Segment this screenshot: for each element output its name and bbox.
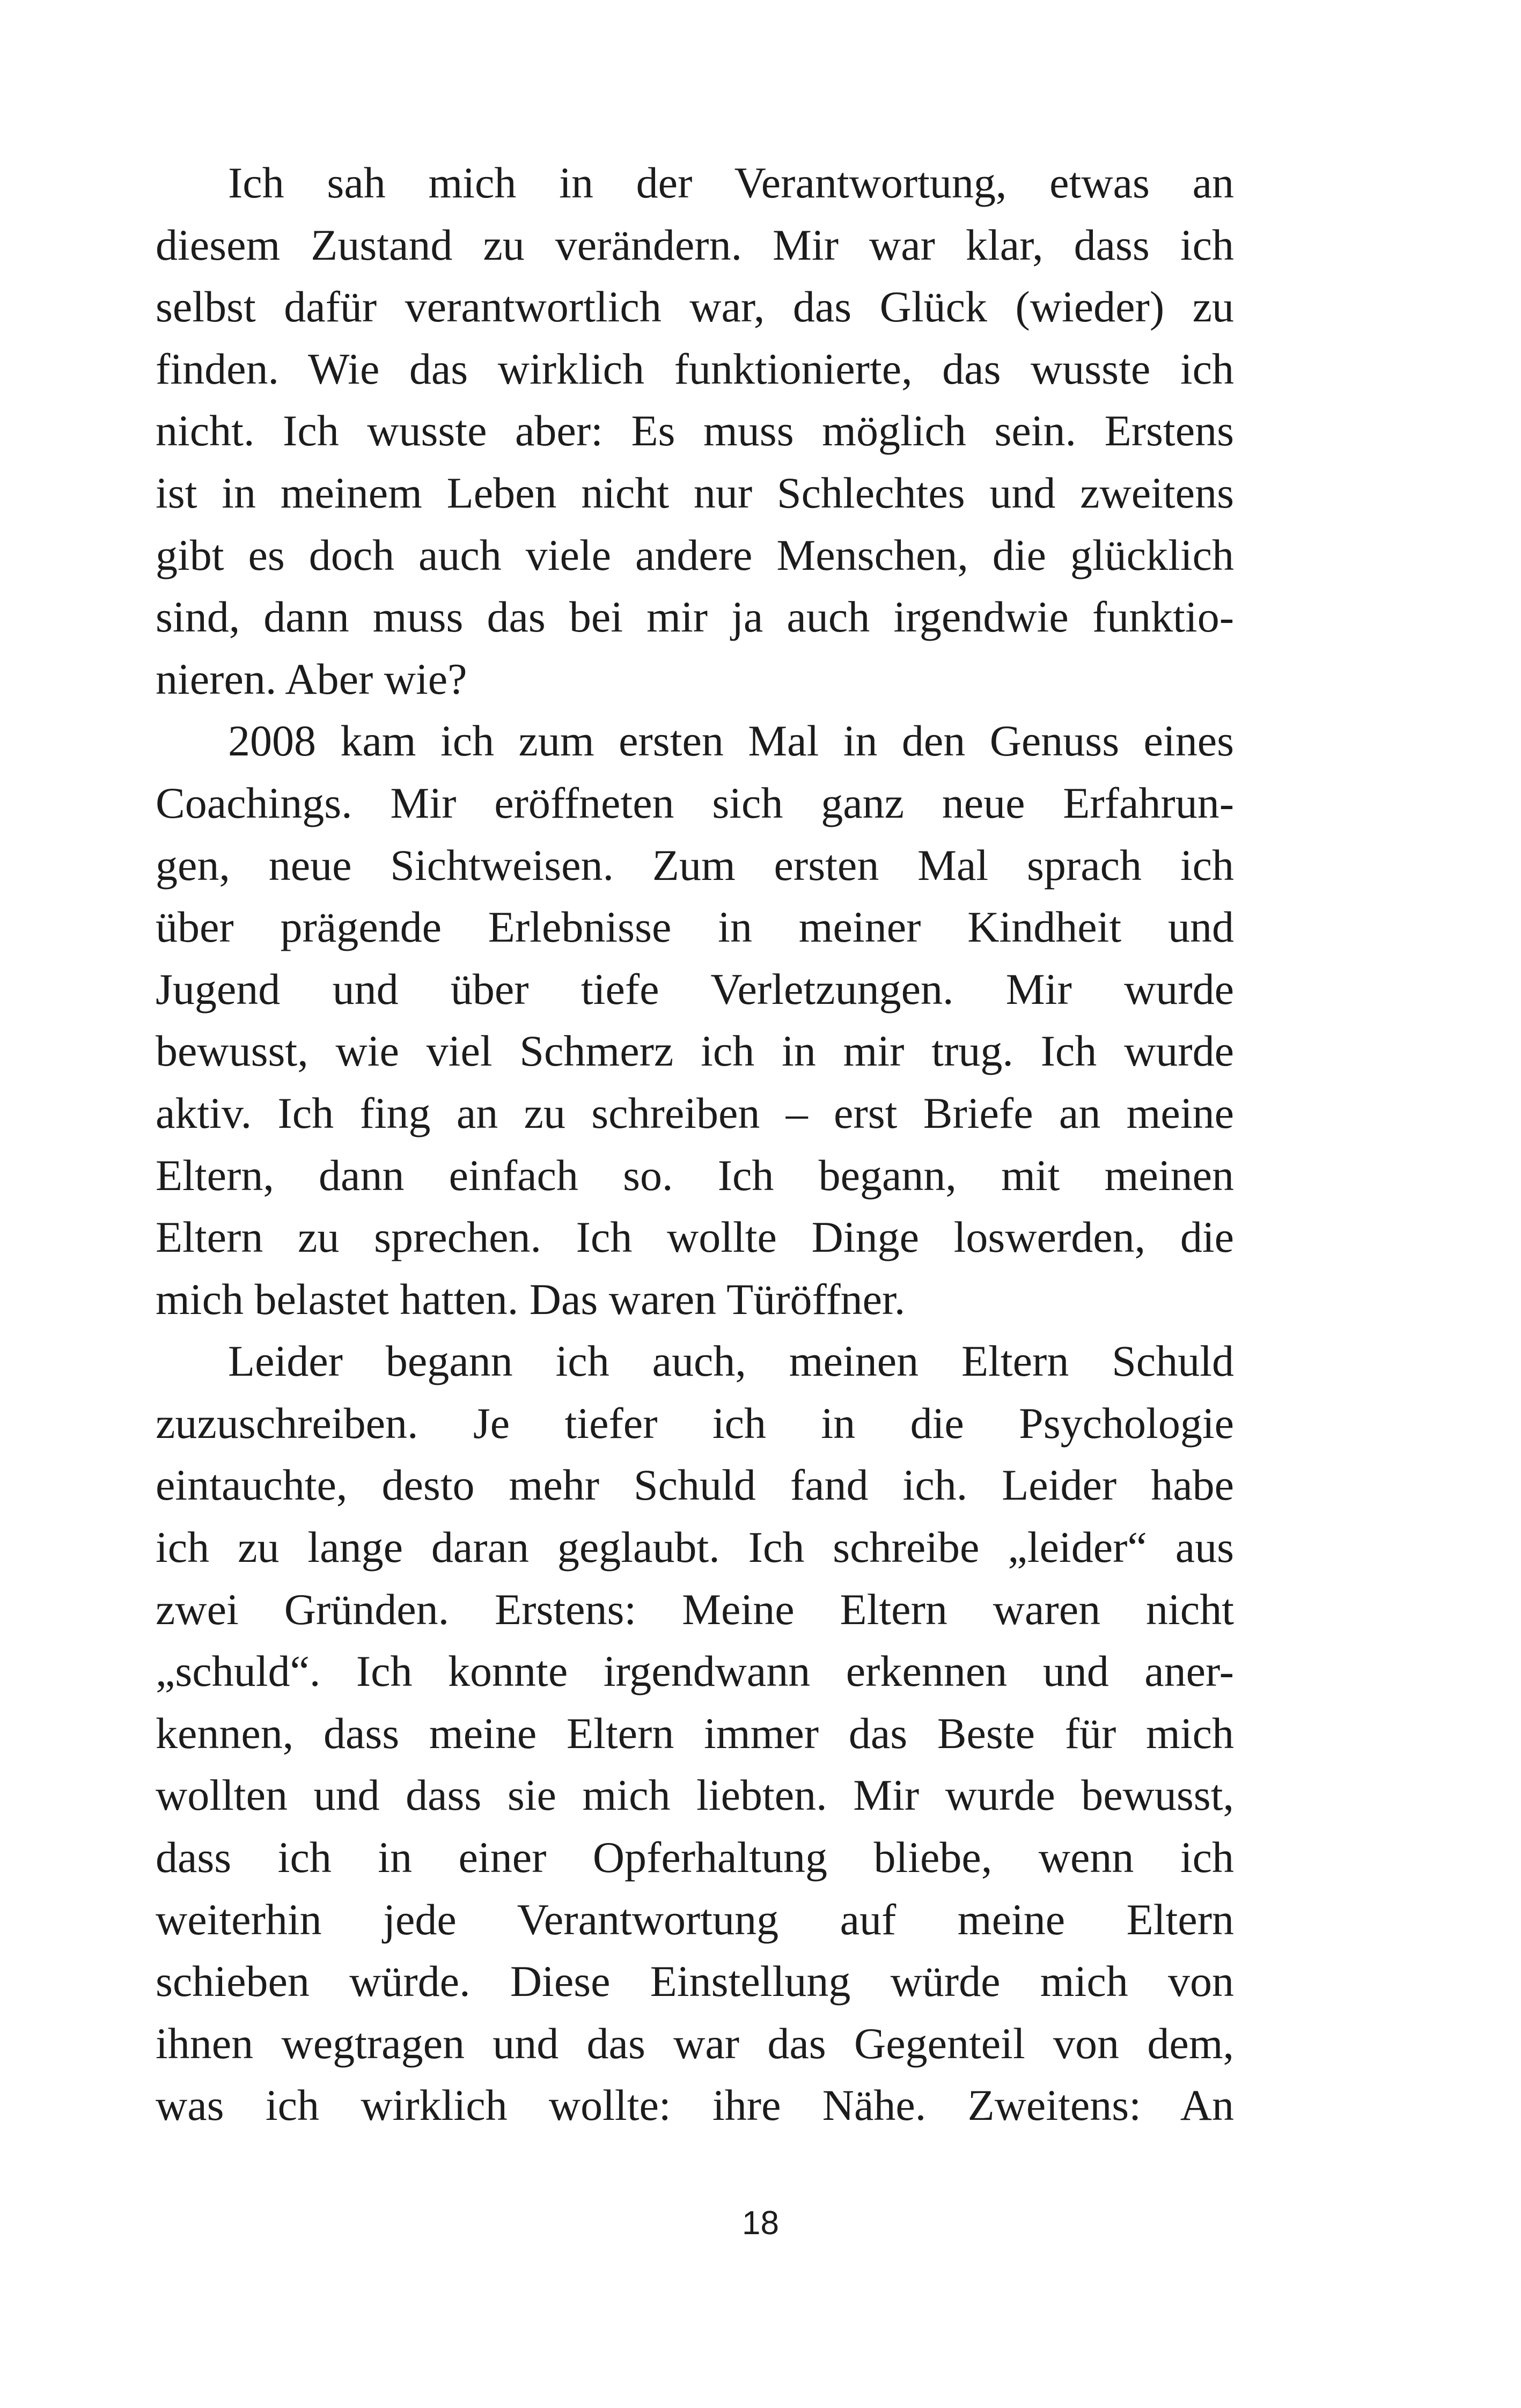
- text-line: ihnen wegtragen und das war das Gegenteil von dem,: [156, 2018, 1234, 2068]
- text-line: dass ich in einer Opferhaltung bliebe, wenn ich: [156, 1833, 1234, 1882]
- text-line: mich belastet hatten. Das waren Türöffner.: [156, 1274, 906, 1324]
- text-line: aktiv. Ich fing an zu schreiben – erst Briefe an meine: [156, 1088, 1234, 1137]
- text-line: selbst dafür verantwortlich war, das Glück (wieder) zu: [156, 282, 1234, 332]
- page-number: 18: [742, 2205, 779, 2242]
- text-line: Eltern, dann einfach so. Ich begann, mit meinen: [156, 1150, 1234, 1200]
- text-line: sind, dann muss das bei mir ja auch irgendwie funktio-: [156, 592, 1234, 642]
- text-line: diesem Zustand zu verändern. Mir war klar, dass ich: [156, 220, 1234, 269]
- text-line: finden. Wie das wirklich funktionierte, das wusste ich: [156, 344, 1234, 393]
- text-line: Coachings. Mir eröffneten sich ganz neue Erfahrun-: [156, 778, 1234, 827]
- text-line: „schuld“. Ich konnte irgendwann erkennen und aner-: [156, 1647, 1234, 1696]
- text-line: bewusst, wie viel Schmerz ich in mir trug. Ich wurde: [156, 1026, 1234, 1076]
- text-line: zwei Gründen. Erstens: Meine Eltern waren nicht: [156, 1584, 1234, 1634]
- body-text: [156, 152, 1234, 2137]
- text-line: kennen, dass meine Eltern immer das Beste für mich: [156, 1708, 1234, 1758]
- text-line: wollten und dass sie mich liebten. Mir wurde bewusst,: [156, 1771, 1234, 1820]
- text-line: Leider begann ich auch, meinen Eltern Schuld: [228, 1337, 1234, 1386]
- text-line: ich zu lange daran geglaubt. Ich schreibe „leider“ aus: [156, 1523, 1234, 1572]
- text-line: schieben würde. Diese Einstellung würde mich von: [156, 1957, 1234, 2006]
- text-line: Ich sah mich in der Verantwortung, etwas an: [228, 158, 1234, 207]
- text-line: gen, neue Sichtweisen. Zum ersten Mal sprach ich: [156, 840, 1234, 890]
- text-line: eintauchte, desto mehr Schuld fand ich. Leider habe: [156, 1460, 1234, 1510]
- text-line: 2008 kam ich zum ersten Mal in den Genuss eines: [228, 716, 1234, 766]
- text-line: was ich wirklich wollte: ihre Nähe. Zweitens: An: [156, 2081, 1234, 2130]
- text-line: ist in meinem Leben nicht nur Schlechtes und zweitens: [156, 468, 1234, 517]
- text-line: über prägende Erlebnisse in meiner Kindheit und: [156, 902, 1234, 952]
- text-line: gibt es doch auch viele andere Menschen, die glücklich: [156, 530, 1234, 579]
- text-line: nicht. Ich wusste aber: Es muss möglich sein. Erstens: [156, 406, 1234, 456]
- text-line: nieren. Aber wie?: [156, 654, 467, 703]
- text-line: Eltern zu sprechen. Ich wollte Dinge loswerden, die: [156, 1213, 1234, 1262]
- text-line: weiterhin jede Verantwortung auf meine Eltern: [156, 1895, 1234, 1944]
- text-line: zuzuschreiben. Je tiefer ich in die Psychologie: [156, 1398, 1234, 1448]
- text-line: Jugend und über tiefe Verletzungen. Mir wurde: [156, 964, 1234, 1014]
